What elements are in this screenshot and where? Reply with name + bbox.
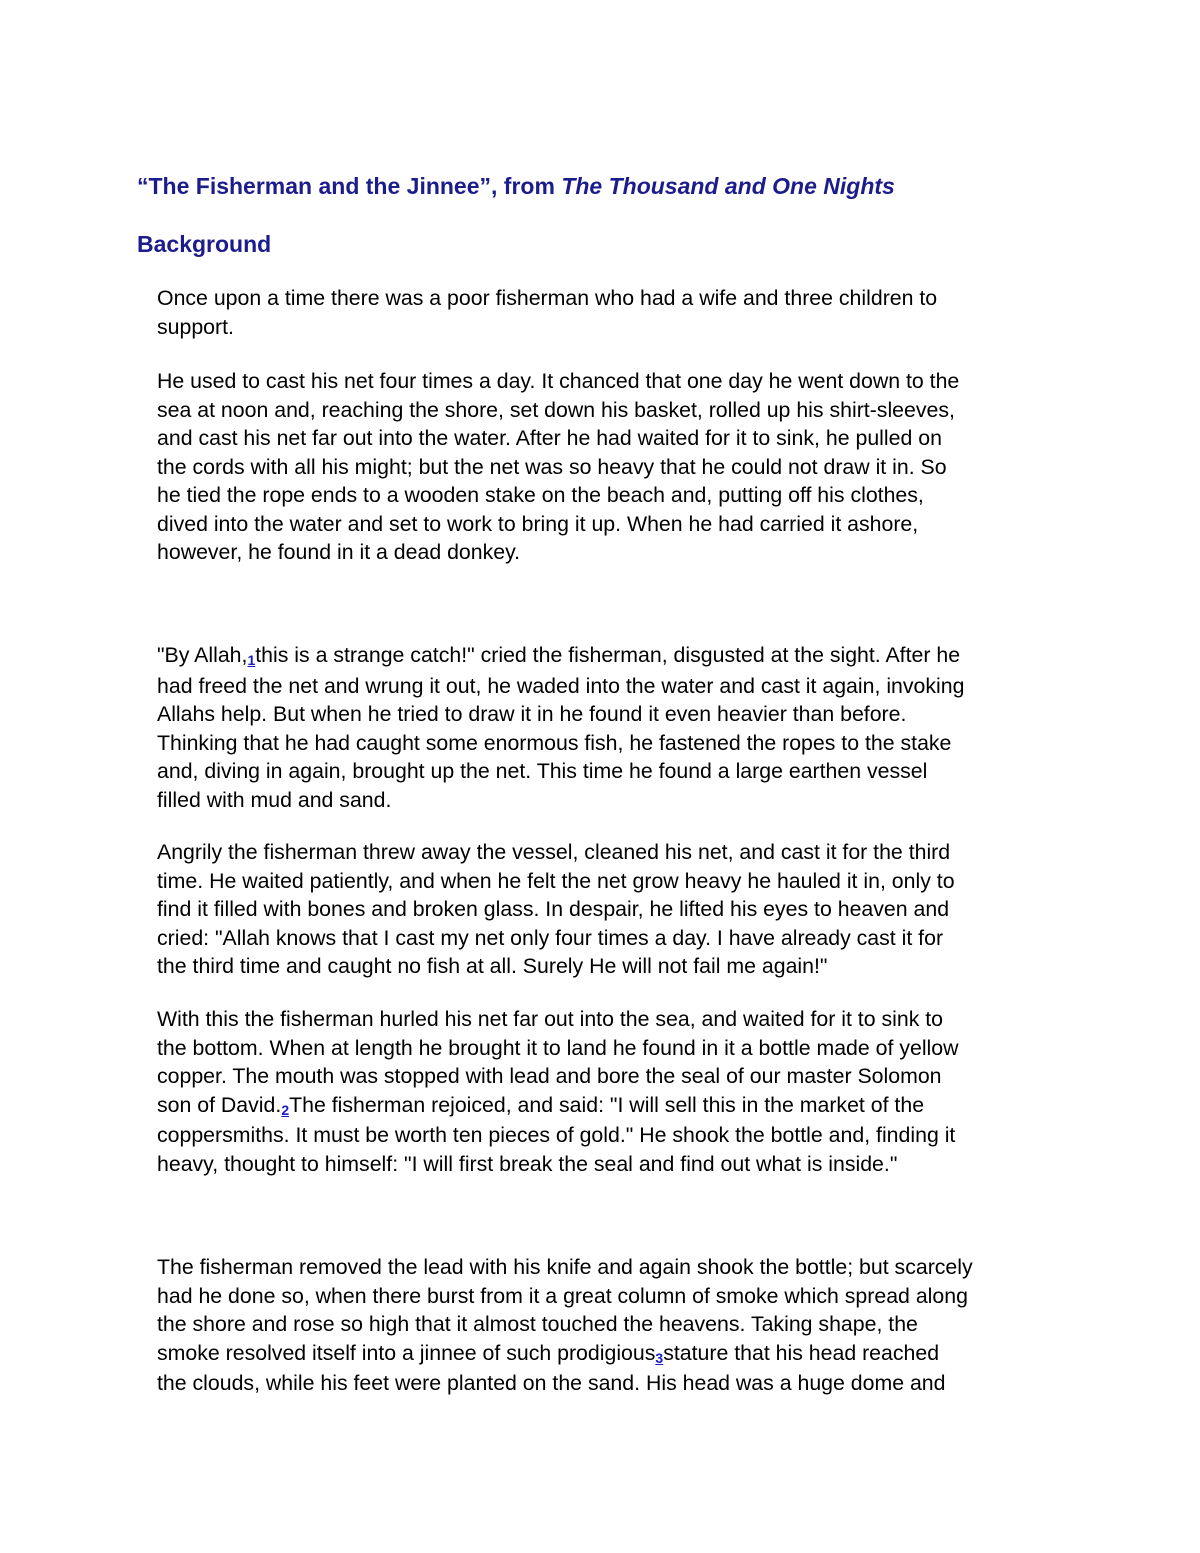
text-line: the bottom. When at length he brought it to land he found in it a bottle made of yellow (157, 1035, 959, 1060)
text-line: had he done so, when there burst from it a great column of smoke which spread along (157, 1283, 968, 1308)
text-line: support. (157, 314, 234, 339)
text-line: find it filled with bones and broken glass. In despair, he lifted his eyes to heaven and (157, 897, 950, 921)
text-fragment: son of David. (157, 1092, 282, 1117)
text-line: however, he found in it a dead donkey. (157, 540, 521, 564)
text-line: and, diving in again, brought up the net. This time he found a large earthen vessel (157, 759, 928, 783)
text-fragment: The fisherman rejoiced, and said: "I will sell this in the market of the (289, 1092, 925, 1117)
text-line: copper. The mouth was stopped with lead and bore the seal of our master Solomon (157, 1064, 942, 1088)
paragraph-4 (157, 838, 1077, 981)
text-line: the cords with all his might; but the net was so heavy that he could not draw it in. So (157, 454, 947, 479)
document-title (137, 173, 895, 200)
text-line: heavy, thought to himself: "I will first break the seal and find out what is inside." (157, 1151, 898, 1176)
footnote-link-1[interactable]: 1 (247, 652, 256, 668)
text-line (157, 641, 1077, 672)
paragraph-5 (157, 1005, 1077, 1178)
text-line: The fisherman removed the lead with his knife and again shook the bottle; but scarcely (157, 1255, 973, 1279)
text-line (157, 1339, 1077, 1370)
text-line: coppersmiths. It must be worth ten pieces of gold." He shook the bottle and, finding it (157, 1123, 956, 1147)
footnote-link-3[interactable]: 3 (655, 1349, 664, 1366)
text-line: Allahs help. But when he tried to draw it in he found it even heavier than before. (157, 702, 907, 726)
background-heading: Background (137, 231, 272, 257)
text-line: Angrily the fisherman threw away the vessel, cleaned his net, and cast it for the third (157, 840, 951, 864)
paragraph-2 (157, 367, 1077, 567)
text-line: He used to cast his net four times a day. It chanced that one day he went down to the (157, 369, 960, 393)
text-fragment: this is a strange catch!" cried the fisherman, disgusted at the sight. After he (255, 643, 961, 667)
paragraph-6 (157, 1253, 1077, 1398)
text-line: Once upon a time there was a poor fisherman who had a wife and three children to (157, 286, 938, 310)
text-line: time. He waited patiently, and when he felt the net grow heavy he hauled it in, only to (157, 868, 955, 893)
text-line: the shore and rose so high that it almost touched the heavens. Taking shape, the (157, 1312, 918, 1336)
paragraph-1 (157, 284, 1077, 341)
text-line: he tied the rope ends to a wooden stake on the beach and, putting off his clothes, (157, 483, 924, 507)
text-fragment: "By Allah, (157, 643, 248, 667)
text-line: cried: "Allah knows that I cast my net only four times a day. I have already cast it for (157, 925, 944, 950)
text-line: had freed the net and wrung it out, he waded into the water and cast it again, invoking (157, 673, 965, 698)
text-line: Thinking that he had caught some enormous fish, he fastened the ropes to the stake (157, 730, 952, 755)
text-line: dived into the water and set to work to bring it up. When he had carried it ashore, (157, 511, 919, 536)
text-line (157, 1091, 1077, 1122)
paragraph-3 (157, 641, 1077, 814)
text-line: sea at noon and, reaching the shore, set down his basket, rolled up his shirt-sleeves, (157, 397, 955, 422)
footnote-link-2[interactable]: 2 (281, 1101, 290, 1118)
text-fragment: smoke resolved itself into a jinnee of such prodigious (157, 1340, 656, 1365)
text-line: filled with mud and sand. (157, 787, 392, 812)
text-line: and cast his net far out into the water. After he had waited for it to sink, he pulled on (157, 426, 942, 450)
text-line: With this the fisherman hurled his net far out into the sea, and waited for it to sink to (157, 1007, 944, 1031)
title-prefix: “The Fisherman and the Jinnee”, from (137, 173, 562, 199)
title-book-name: The Thousand and One Nights (561, 173, 895, 199)
text-fragment: stature that his head reached (663, 1340, 940, 1365)
text-line: the clouds, while his feet were planted on the sand. His head was a huge dome and (157, 1371, 946, 1395)
text-line: the third time and caught no fish at all. Surely He will not fail me again!" (157, 954, 828, 978)
